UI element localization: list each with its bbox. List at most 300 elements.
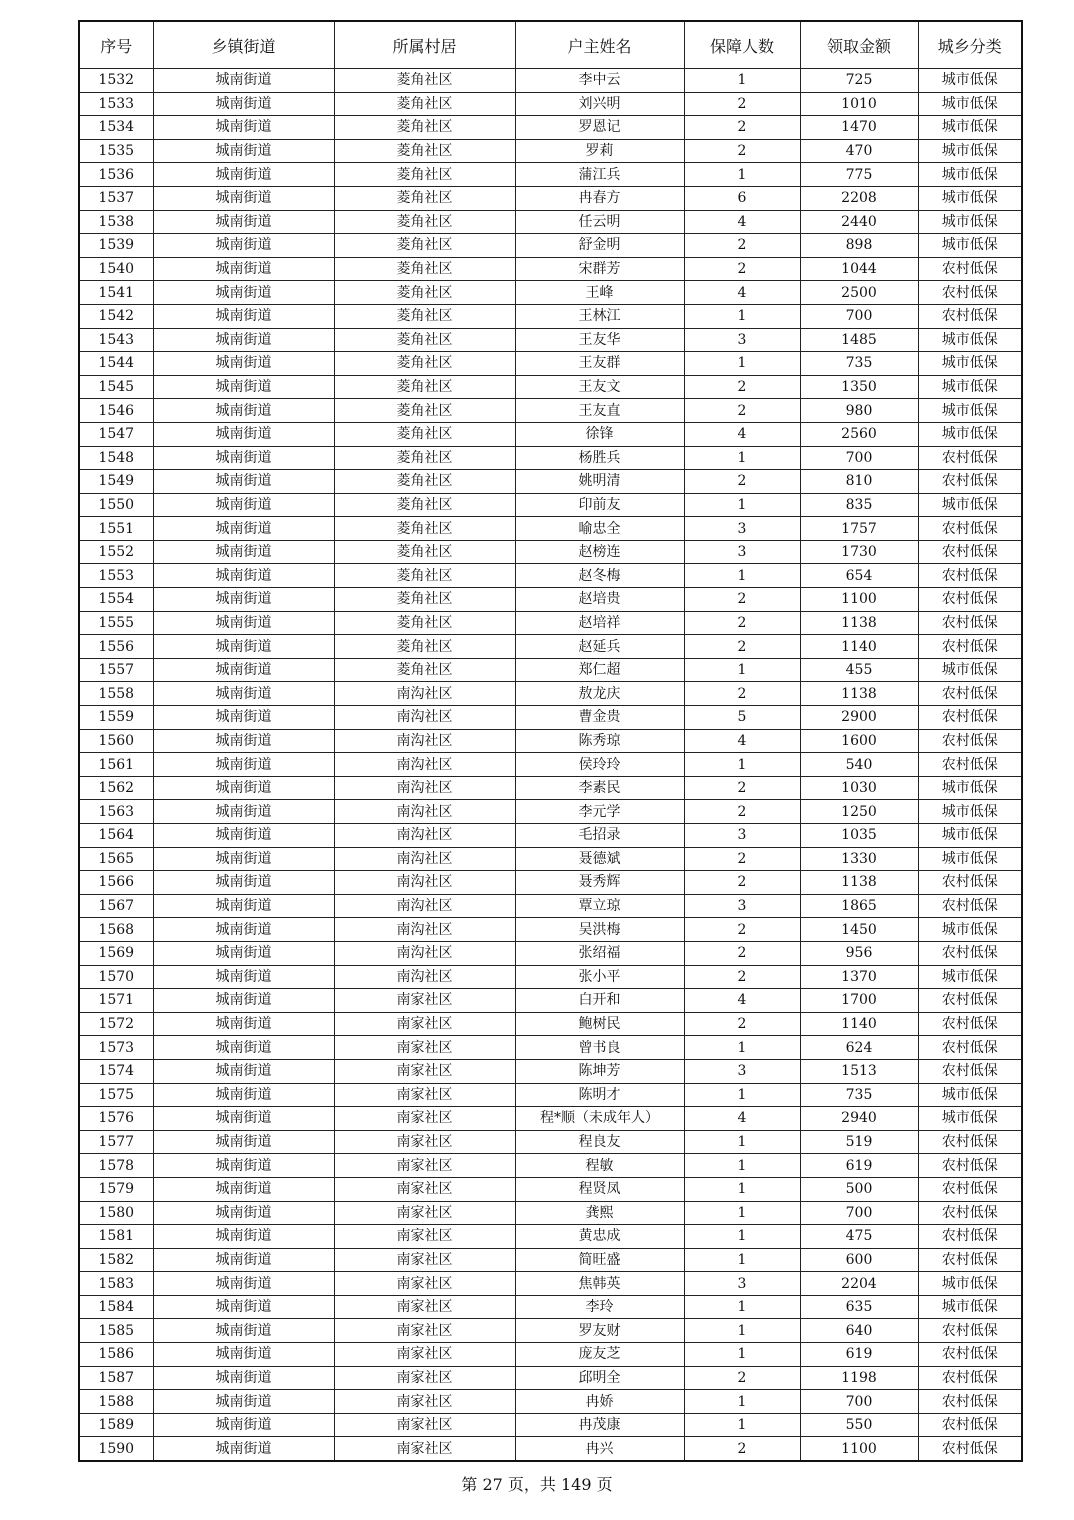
cell-people-count: 2	[684, 847, 800, 871]
cell-people-count: 1	[684, 69, 800, 93]
cell-amount: 1470	[800, 116, 918, 140]
cell-householder: 王友华	[515, 328, 684, 352]
cell-category: 城市低保	[918, 234, 1022, 258]
cell-community: 菱角社区	[334, 139, 515, 163]
cell-category: 农村低保	[918, 446, 1022, 470]
table-row	[79, 729, 1022, 753]
cell-people-count: 2	[684, 139, 800, 163]
cell-street: 城南街道	[153, 116, 334, 140]
cell-street: 城南街道	[153, 965, 334, 989]
cell-street: 城南街道	[153, 1413, 334, 1437]
cell-serial: 1535	[79, 139, 153, 163]
cell-street: 城南街道	[153, 234, 334, 258]
table-row	[79, 894, 1022, 918]
table-row	[79, 1154, 1022, 1178]
cell-amount: 1030	[800, 776, 918, 800]
cell-category: 城市低保	[918, 847, 1022, 871]
cell-community: 南家社区	[334, 1319, 515, 1343]
cell-street: 城南街道	[153, 1225, 334, 1249]
table-row	[79, 611, 1022, 635]
cell-householder: 敖龙庆	[515, 682, 684, 706]
cell-category: 农村低保	[918, 1366, 1022, 1390]
cell-community: 南家社区	[334, 1390, 515, 1414]
table-row	[79, 210, 1022, 234]
cell-street: 城南街道	[153, 1130, 334, 1154]
cell-serial: 1539	[79, 234, 153, 258]
cell-serial: 1588	[79, 1390, 153, 1414]
cell-amount: 2940	[800, 1107, 918, 1131]
cell-serial: 1577	[79, 1130, 153, 1154]
cell-serial: 1572	[79, 1012, 153, 1036]
cell-serial: 1567	[79, 894, 153, 918]
cell-category: 城市低保	[918, 92, 1022, 116]
cell-community: 菱角社区	[334, 635, 515, 659]
cell-community: 南家社区	[334, 989, 515, 1013]
cell-category: 农村低保	[918, 257, 1022, 281]
cell-serial: 1558	[79, 682, 153, 706]
cell-amount: 1198	[800, 1366, 918, 1390]
cell-serial: 1590	[79, 1437, 153, 1461]
cell-people-count: 2	[684, 941, 800, 965]
cell-householder: 程良友	[515, 1130, 684, 1154]
cell-serial: 1580	[79, 1201, 153, 1225]
table-row	[79, 1343, 1022, 1367]
page-footer: 第 27 页，共 149 页	[461, 1475, 613, 1494]
cell-householder: 郑仁超	[515, 658, 684, 682]
cell-serial: 1578	[79, 1154, 153, 1178]
cell-householder: 冉娇	[515, 1390, 684, 1414]
cell-street: 城南街道	[153, 470, 334, 494]
cell-serial: 1586	[79, 1343, 153, 1367]
cell-serial: 1584	[79, 1295, 153, 1319]
cell-serial: 1552	[79, 540, 153, 564]
cell-category: 农村低保	[918, 1343, 1022, 1367]
cell-amount: 1250	[800, 800, 918, 824]
cell-serial: 1534	[79, 116, 153, 140]
cell-amount: 1485	[800, 328, 918, 352]
cell-community: 南家社区	[334, 1059, 515, 1083]
cell-householder: 赵延兵	[515, 635, 684, 659]
cell-street: 城南街道	[153, 1154, 334, 1178]
cell-amount: 624	[800, 1036, 918, 1060]
table-row	[79, 446, 1022, 470]
cell-householder: 徐锋	[515, 422, 684, 446]
cell-street: 城南街道	[153, 753, 334, 777]
cell-people-count: 2	[684, 399, 800, 423]
cell-householder: 程敏	[515, 1154, 684, 1178]
cell-community: 菱角社区	[334, 611, 515, 635]
cell-amount: 2440	[800, 210, 918, 234]
cell-category: 农村低保	[918, 989, 1022, 1013]
cell-street: 城南街道	[153, 210, 334, 234]
cell-community: 菱角社区	[334, 517, 515, 541]
cell-amount: 600	[800, 1248, 918, 1272]
cell-serial: 1569	[79, 941, 153, 965]
cell-amount: 455	[800, 658, 918, 682]
cell-community: 南家社区	[334, 1107, 515, 1131]
cell-serial: 1565	[79, 847, 153, 871]
cell-street: 城南街道	[153, 517, 334, 541]
table-row	[79, 352, 1022, 376]
cell-community: 南沟社区	[334, 753, 515, 777]
cell-householder: 李元学	[515, 800, 684, 824]
table-row	[79, 116, 1022, 140]
header-people-count: 保障人数	[684, 21, 800, 69]
cell-amount: 1757	[800, 517, 918, 541]
cell-community: 南家社区	[334, 1366, 515, 1390]
cell-street: 城南街道	[153, 894, 334, 918]
cell-category: 农村低保	[918, 588, 1022, 612]
cell-community: 菱角社区	[334, 210, 515, 234]
table-row	[79, 186, 1022, 210]
table-row	[79, 1366, 1022, 1390]
cell-category: 农村低保	[918, 281, 1022, 305]
cell-amount: 1140	[800, 1012, 918, 1036]
cell-street: 城南街道	[153, 588, 334, 612]
cell-people-count: 4	[684, 729, 800, 753]
cell-community: 菱角社区	[334, 588, 515, 612]
cell-street: 城南街道	[153, 1437, 334, 1461]
cell-community: 南沟社区	[334, 847, 515, 871]
cell-people-count: 1	[684, 493, 800, 517]
cell-amount: 700	[800, 304, 918, 328]
cell-amount: 735	[800, 1083, 918, 1107]
cell-householder: 陈明才	[515, 1083, 684, 1107]
table-row	[79, 941, 1022, 965]
cell-serial: 1581	[79, 1225, 153, 1249]
cell-serial: 1583	[79, 1272, 153, 1296]
table-row	[79, 92, 1022, 116]
cell-householder: 王友群	[515, 352, 684, 376]
cell-people-count: 1	[684, 753, 800, 777]
cell-amount: 735	[800, 352, 918, 376]
cell-street: 城南街道	[153, 281, 334, 305]
cell-community: 菱角社区	[334, 446, 515, 470]
table-row	[79, 1295, 1022, 1319]
cell-people-count: 3	[684, 894, 800, 918]
cell-community: 南家社区	[334, 1012, 515, 1036]
table-header-row	[79, 21, 1022, 69]
cell-category: 城市低保	[918, 163, 1022, 187]
cell-people-count: 1	[684, 1295, 800, 1319]
cell-householder: 毛招录	[515, 824, 684, 848]
cell-amount: 980	[800, 399, 918, 423]
cell-category: 农村低保	[918, 1059, 1022, 1083]
cell-street: 城南街道	[153, 824, 334, 848]
table-row	[79, 871, 1022, 895]
cell-street: 城南街道	[153, 186, 334, 210]
cell-householder: 吴洪梅	[515, 918, 684, 942]
cell-householder: 邱明全	[515, 1366, 684, 1390]
cell-people-count: 5	[684, 706, 800, 730]
cell-householder: 刘兴明	[515, 92, 684, 116]
cell-householder: 喻忠全	[515, 517, 684, 541]
cell-householder: 覃立琼	[515, 894, 684, 918]
cell-category: 城市低保	[918, 658, 1022, 682]
cell-category: 农村低保	[918, 1154, 1022, 1178]
table-row	[79, 682, 1022, 706]
cell-amount: 2204	[800, 1272, 918, 1296]
cell-householder: 张小平	[515, 965, 684, 989]
cell-people-count: 4	[684, 210, 800, 234]
cell-householder: 罗友财	[515, 1319, 684, 1343]
cell-people-count: 1	[684, 163, 800, 187]
cell-amount: 1010	[800, 92, 918, 116]
cell-amount: 1513	[800, 1059, 918, 1083]
cell-householder: 曹金贵	[515, 706, 684, 730]
cell-street: 城南街道	[153, 1083, 334, 1107]
cell-amount: 956	[800, 941, 918, 965]
cell-people-count: 1	[684, 1343, 800, 1367]
cell-serial: 1566	[79, 871, 153, 895]
cell-people-count: 1	[684, 564, 800, 588]
cell-category: 城市低保	[918, 1295, 1022, 1319]
cell-serial: 1579	[79, 1177, 153, 1201]
cell-serial: 1556	[79, 635, 153, 659]
cell-community: 南沟社区	[334, 776, 515, 800]
cell-serial: 1550	[79, 493, 153, 517]
cell-community: 南沟社区	[334, 729, 515, 753]
table-row	[79, 281, 1022, 305]
table-row	[79, 753, 1022, 777]
cell-street: 城南街道	[153, 564, 334, 588]
cell-people-count: 3	[684, 1059, 800, 1083]
cell-people-count: 1	[684, 1413, 800, 1437]
cell-people-count: 6	[684, 186, 800, 210]
cell-street: 城南街道	[153, 399, 334, 423]
table-row	[79, 1413, 1022, 1437]
cell-community: 南沟社区	[334, 706, 515, 730]
header-street: 乡镇街道	[153, 21, 334, 69]
table-row	[79, 1390, 1022, 1414]
cell-street: 城南街道	[153, 1107, 334, 1131]
table-row	[79, 564, 1022, 588]
cell-community: 菱角社区	[334, 470, 515, 494]
cell-serial: 1582	[79, 1248, 153, 1272]
cell-community: 菱角社区	[334, 234, 515, 258]
subsidy-table	[78, 20, 1023, 1462]
cell-community: 菱角社区	[334, 163, 515, 187]
cell-amount: 898	[800, 234, 918, 258]
cell-amount: 2208	[800, 186, 918, 210]
cell-category: 农村低保	[918, 753, 1022, 777]
cell-amount: 700	[800, 446, 918, 470]
cell-amount: 1450	[800, 918, 918, 942]
cell-people-count: 1	[684, 1319, 800, 1343]
cell-community: 南家社区	[334, 1225, 515, 1249]
cell-serial: 1560	[79, 729, 153, 753]
cell-serial: 1559	[79, 706, 153, 730]
cell-community: 菱角社区	[334, 116, 515, 140]
cell-householder: 冉茂康	[515, 1413, 684, 1437]
cell-householder: 张绍福	[515, 941, 684, 965]
cell-serial: 1589	[79, 1413, 153, 1437]
cell-householder: 黄忠成	[515, 1225, 684, 1249]
cell-street: 城南街道	[153, 918, 334, 942]
cell-people-count: 1	[684, 446, 800, 470]
cell-street: 城南街道	[153, 1177, 334, 1201]
table-row	[79, 163, 1022, 187]
cell-people-count: 2	[684, 635, 800, 659]
cell-category: 农村低保	[918, 1413, 1022, 1437]
cell-category: 城市低保	[918, 800, 1022, 824]
cell-serial: 1543	[79, 328, 153, 352]
header-community: 所属村居	[334, 21, 515, 69]
cell-community: 南沟社区	[334, 682, 515, 706]
cell-serial: 1548	[79, 446, 153, 470]
cell-householder: 李素民	[515, 776, 684, 800]
cell-community: 菱角社区	[334, 69, 515, 93]
cell-street: 城南街道	[153, 375, 334, 399]
cell-people-count: 2	[684, 611, 800, 635]
cell-householder: 李中云	[515, 69, 684, 93]
cell-community: 南家社区	[334, 1437, 515, 1461]
cell-community: 南家社区	[334, 1201, 515, 1225]
cell-community: 南沟社区	[334, 941, 515, 965]
cell-serial: 1563	[79, 800, 153, 824]
cell-category: 农村低保	[918, 1437, 1022, 1461]
cell-serial: 1536	[79, 163, 153, 187]
cell-category: 城市低保	[918, 139, 1022, 163]
cell-householder: 陈秀琼	[515, 729, 684, 753]
cell-street: 城南街道	[153, 729, 334, 753]
cell-householder: 白开和	[515, 989, 684, 1013]
cell-serial: 1540	[79, 257, 153, 281]
cell-category: 城市低保	[918, 399, 1022, 423]
cell-category: 农村低保	[918, 1225, 1022, 1249]
cell-community: 菱角社区	[334, 186, 515, 210]
cell-category: 城市低保	[918, 1083, 1022, 1107]
cell-serial: 1549	[79, 470, 153, 494]
cell-amount: 540	[800, 753, 918, 777]
cell-amount: 725	[800, 69, 918, 93]
data-table-container	[78, 20, 1021, 1462]
cell-category: 农村低保	[918, 941, 1022, 965]
cell-street: 城南街道	[153, 139, 334, 163]
cell-serial: 1532	[79, 69, 153, 93]
cell-street: 城南街道	[153, 871, 334, 895]
cell-people-count: 1	[684, 1036, 800, 1060]
cell-people-count: 2	[684, 92, 800, 116]
header-category: 城乡分类	[918, 21, 1022, 69]
cell-serial: 1575	[79, 1083, 153, 1107]
cell-category: 城市低保	[918, 1107, 1022, 1131]
cell-amount: 1140	[800, 635, 918, 659]
cell-householder: 程*顺（未成年人）	[515, 1107, 684, 1131]
cell-street: 城南街道	[153, 422, 334, 446]
table-row	[79, 139, 1022, 163]
table-row	[79, 1107, 1022, 1131]
cell-amount: 1865	[800, 894, 918, 918]
table-row	[79, 422, 1022, 446]
cell-people-count: 1	[684, 1177, 800, 1201]
cell-street: 城南街道	[153, 328, 334, 352]
cell-people-count: 1	[684, 658, 800, 682]
cell-householder: 赵冬梅	[515, 564, 684, 588]
cell-community: 菱角社区	[334, 281, 515, 305]
cell-community: 南沟社区	[334, 894, 515, 918]
cell-category: 城市低保	[918, 918, 1022, 942]
cell-serial: 1562	[79, 776, 153, 800]
cell-serial: 1553	[79, 564, 153, 588]
cell-serial: 1551	[79, 517, 153, 541]
cell-community: 南沟社区	[334, 871, 515, 895]
cell-people-count: 2	[684, 682, 800, 706]
cell-street: 城南街道	[153, 1343, 334, 1367]
table-row	[79, 375, 1022, 399]
cell-householder: 王友直	[515, 399, 684, 423]
cell-category: 城市低保	[918, 776, 1022, 800]
cell-street: 城南街道	[153, 1390, 334, 1414]
cell-amount: 700	[800, 1201, 918, 1225]
cell-householder: 陈坤芳	[515, 1059, 684, 1083]
cell-serial: 1544	[79, 352, 153, 376]
cell-amount: 700	[800, 1390, 918, 1414]
cell-people-count: 2	[684, 1437, 800, 1461]
cell-street: 城南街道	[153, 493, 334, 517]
cell-category: 城市低保	[918, 328, 1022, 352]
cell-category: 农村低保	[918, 564, 1022, 588]
cell-community: 菱角社区	[334, 422, 515, 446]
cell-people-count: 3	[684, 328, 800, 352]
cell-people-count: 3	[684, 540, 800, 564]
table-row	[79, 588, 1022, 612]
cell-amount: 835	[800, 493, 918, 517]
cell-serial: 1557	[79, 658, 153, 682]
table-row	[79, 1012, 1022, 1036]
cell-householder: 宋群芳	[515, 257, 684, 281]
table-row	[79, 1248, 1022, 1272]
cell-amount: 1138	[800, 682, 918, 706]
cell-street: 城南街道	[153, 163, 334, 187]
cell-category: 城市低保	[918, 116, 1022, 140]
cell-householder: 焦韩英	[515, 1272, 684, 1296]
cell-serial: 1533	[79, 92, 153, 116]
table-row	[79, 706, 1022, 730]
cell-people-count: 2	[684, 1366, 800, 1390]
cell-householder: 冉兴	[515, 1437, 684, 1461]
cell-people-count: 1	[684, 304, 800, 328]
table-row	[79, 1130, 1022, 1154]
cell-amount: 775	[800, 163, 918, 187]
cell-amount: 1350	[800, 375, 918, 399]
cell-householder: 赵培贵	[515, 588, 684, 612]
cell-category: 城市低保	[918, 1272, 1022, 1296]
cell-serial: 1546	[79, 399, 153, 423]
cell-serial: 1547	[79, 422, 153, 446]
table-row	[79, 493, 1022, 517]
cell-community: 菱角社区	[334, 92, 515, 116]
cell-householder: 任云明	[515, 210, 684, 234]
cell-amount: 1730	[800, 540, 918, 564]
cell-householder: 王峰	[515, 281, 684, 305]
header-serial: 序号	[79, 21, 153, 69]
cell-category: 农村低保	[918, 1201, 1022, 1225]
cell-people-count: 4	[684, 1107, 800, 1131]
cell-serial: 1571	[79, 989, 153, 1013]
cell-serial: 1542	[79, 304, 153, 328]
cell-people-count: 1	[684, 1390, 800, 1414]
cell-community: 菱角社区	[334, 375, 515, 399]
cell-people-count: 2	[684, 871, 800, 895]
cell-amount: 654	[800, 564, 918, 588]
cell-street: 城南街道	[153, 706, 334, 730]
cell-category: 农村低保	[918, 871, 1022, 895]
cell-street: 城南街道	[153, 1319, 334, 1343]
cell-community: 菱角社区	[334, 352, 515, 376]
table-body	[79, 69, 1022, 1462]
cell-people-count: 2	[684, 257, 800, 281]
